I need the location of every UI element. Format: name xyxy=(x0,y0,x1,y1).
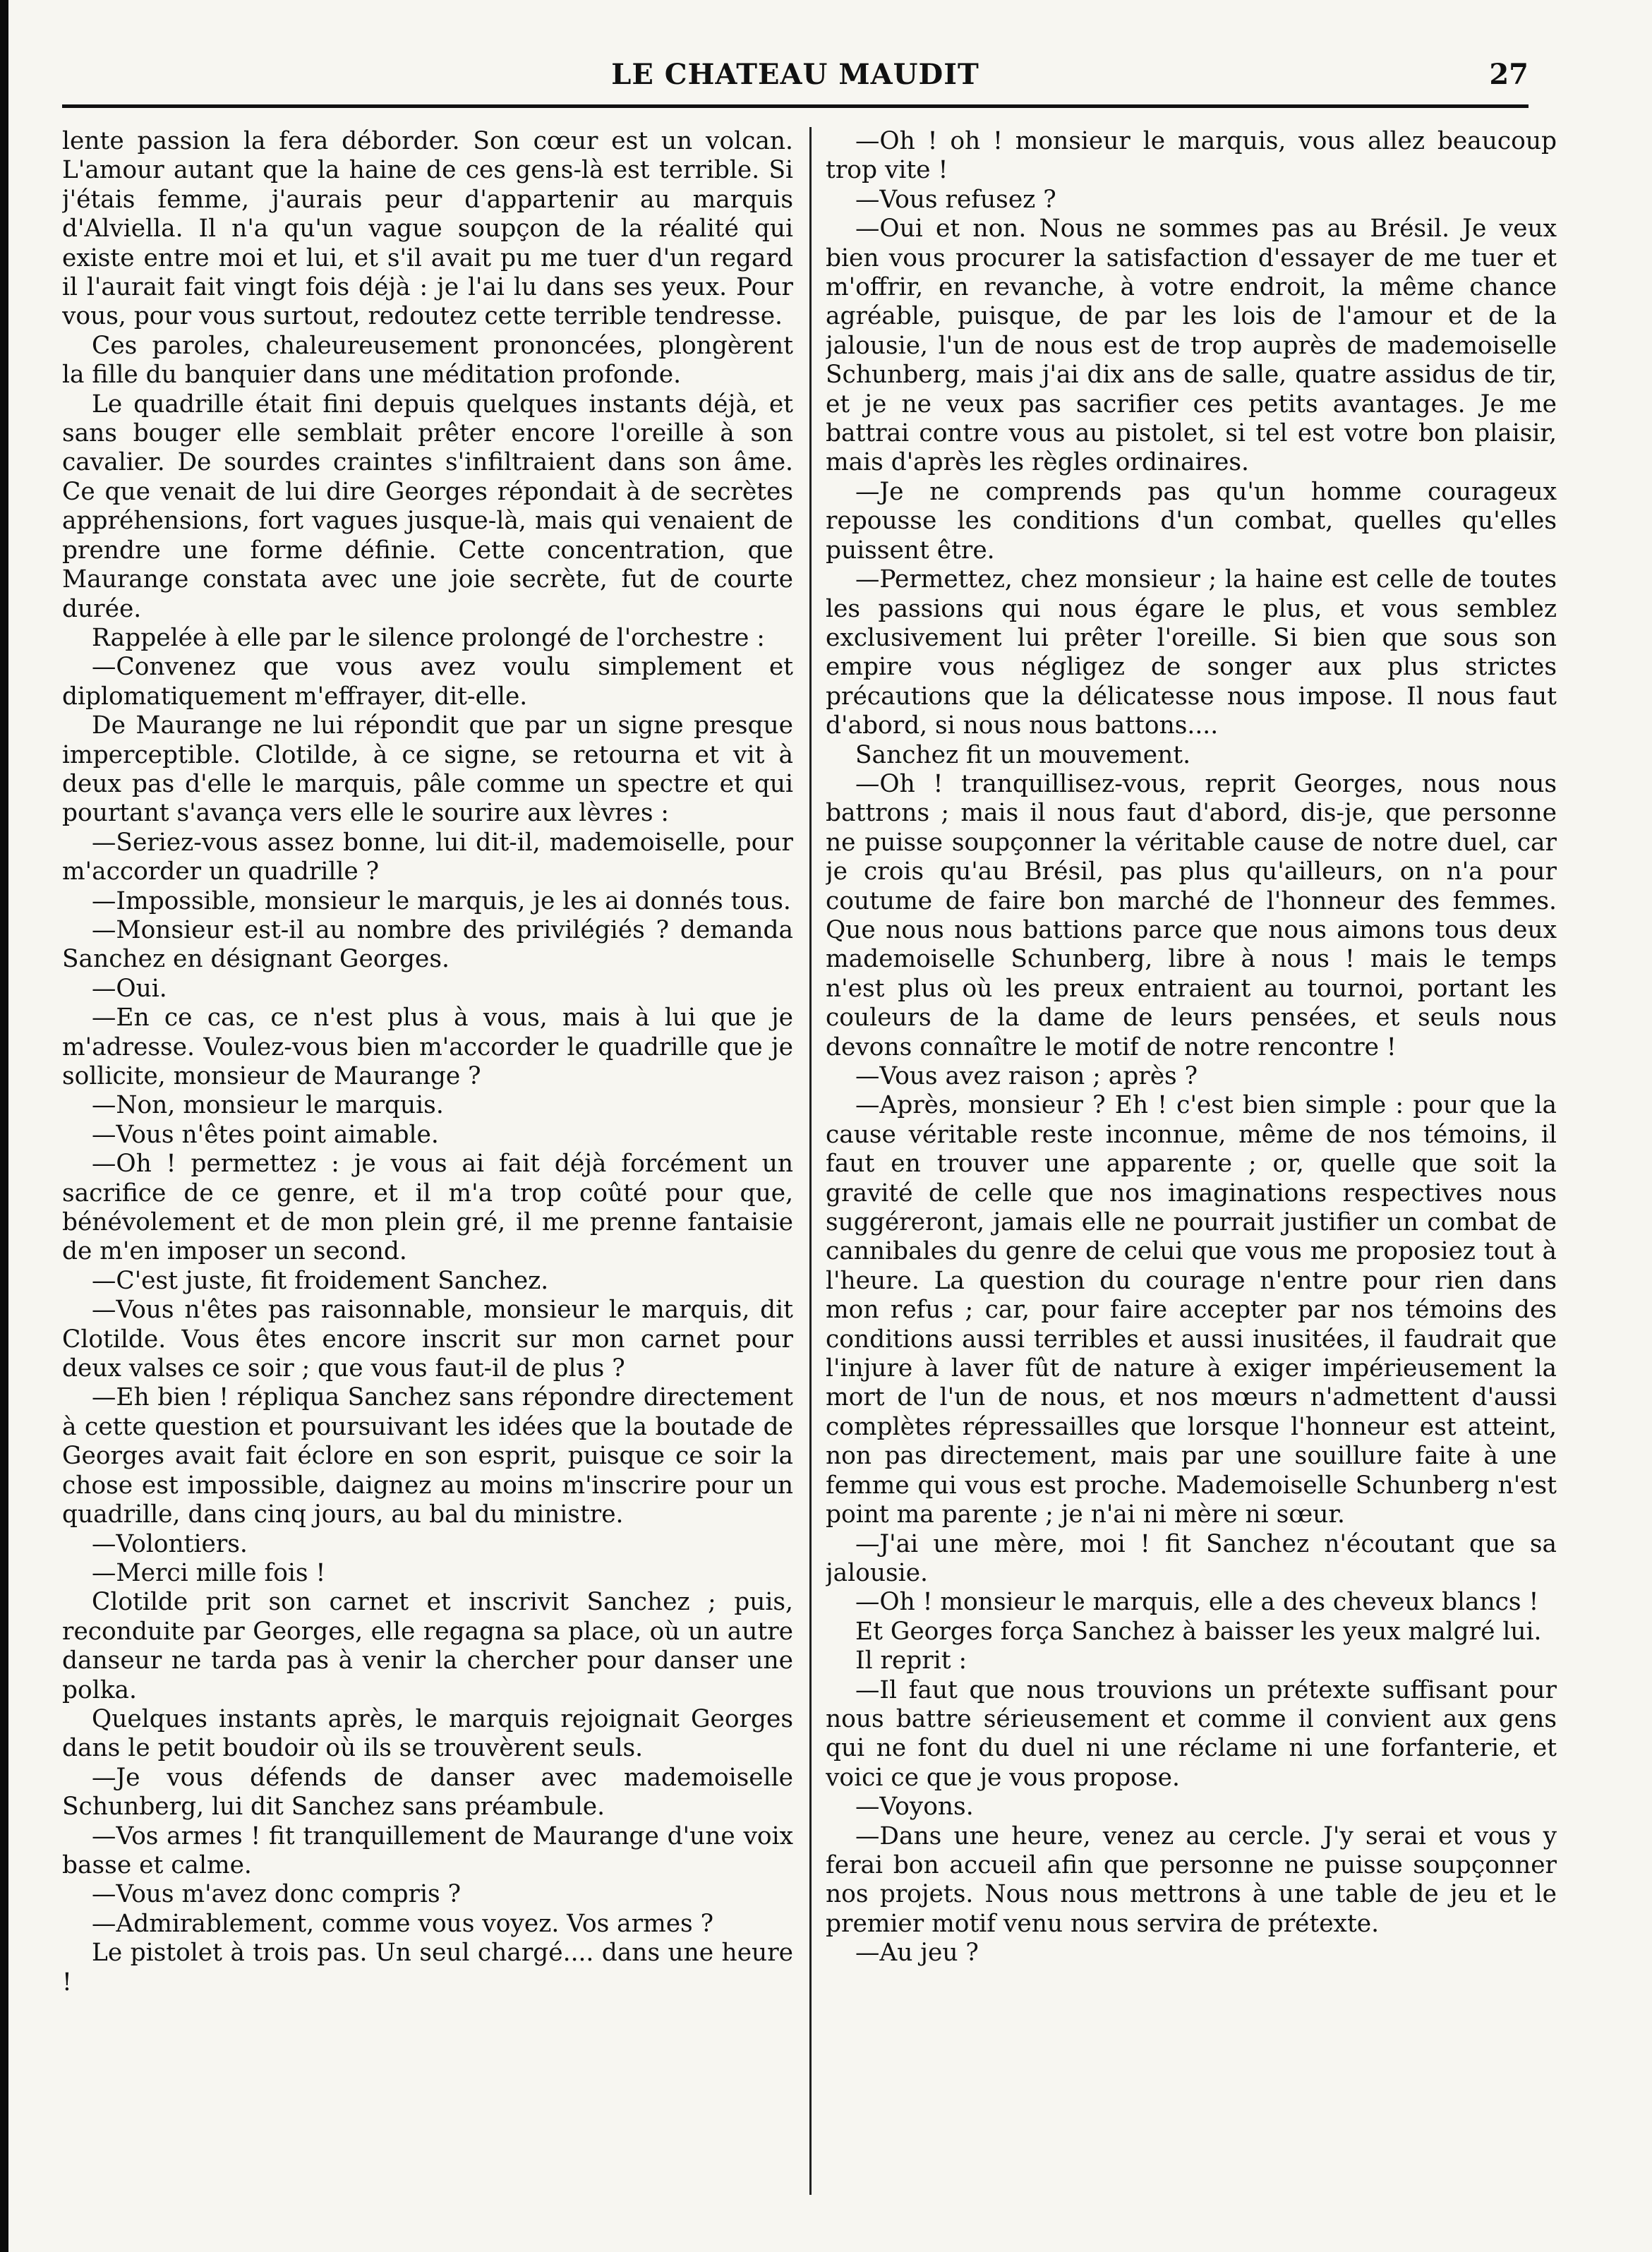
paragraph: —Je vous défends de danser avec mademoiselle Schunberg, lui dit Sanchez sans préambule. xyxy=(62,1763,793,1822)
paragraph: Sanchez fit un mouvement. xyxy=(855,740,1191,769)
paragraph: —Eh bien ! répliqua Sanchez sans répondre directement à cette question et poursuivant les idées que la boutade de Georges avait fait éclore en son esprit, puisque ce soir la chose est impossible, daignez au moins m'inscrire pour un quadrille, dans cinq jours, au bal du ministre. xyxy=(62,1383,793,1529)
header-rule xyxy=(62,104,1529,108)
paragraph: Quelques instants après, le marquis rejoignait Georges dans le petit boudoir où ils se trouvèrent seuls. xyxy=(62,1704,793,1763)
paragraph: —Oh ! oh ! monsieur le marquis, vous allez beaucoup trop vite ! xyxy=(826,127,1557,185)
paragraph: —Je ne comprends pas qu'un homme courageux repousse les conditions d'un combat, quelles qu'elles puissent être. xyxy=(826,477,1557,565)
paragraph: —Au jeu ? xyxy=(855,1939,979,1968)
paragraph: Il reprit : xyxy=(855,1646,967,1675)
paragraph: —Merci mille fois ! xyxy=(92,1558,326,1587)
paragraph: —Vous avez raison ; après ? xyxy=(855,1062,1198,1090)
text-column-right xyxy=(826,127,1557,2216)
paragraph: Rappelée à elle par le silence prolongé de l'orchestre : xyxy=(92,623,765,652)
paragraph: —Vos armes ! fit tranquillement de Maurange d'une voix basse et calme. xyxy=(62,1822,793,1879)
paragraph: —Impossible, monsieur le marquis, je les ai donnés tous. xyxy=(92,886,791,915)
paragraph: —Il faut que nous trouvions un prétexte suffisant pour nous battre sérieusement et comme il convient aux gens qui ne font du duel ni une réclame ni une forfanterie, et voici ce que je vous propose. xyxy=(826,1675,1557,1792)
paragraph: Le pistolet à trois pas. Un seul chargé.... dans une heure ! xyxy=(62,1939,793,1997)
page-header xyxy=(62,58,1529,107)
paragraph: —Permettez, chez monsieur ; la haine est celle de toutes les passions qui nous égare le plus, et vous semblez exclusivement lui prêter l'oreille. Si bien que sous son empire vous négligez de songer aux plus strictes précautions que la délicatesse nous impose. Il nous faut d'abord, si nous nous battons.... xyxy=(826,565,1557,740)
paragraph: —Volontiers. xyxy=(92,1529,248,1558)
paragraph: —Vous n'êtes pas raisonnable, monsieur le marquis, dit Clotilde. Vous êtes encore inscrit sur mon carnet pour deux valses ce soir ; que vous faut-il de plus ? xyxy=(62,1296,793,1383)
paragraph: —Oh ! monsieur le marquis, elle a des cheveux blancs ! xyxy=(855,1588,1539,1617)
paragraph: —Vous refusez ? xyxy=(855,185,1056,214)
column-divider xyxy=(809,127,812,2195)
paragraph: —Oh ! permettez : je vous ai fait déjà forcément un sacrifice de ce genre, et il m'a trop coûté pour que, bénévolement et de mon plein gré, il me prenne fantaisie de m'en imposer un second. xyxy=(62,1150,793,1266)
paragraph: —Seriez-vous assez bonne, lui dit-il, mademoiselle, pour m'accorder un quadrille ? xyxy=(62,828,793,886)
page-binding-edge xyxy=(0,0,8,2252)
paragraph: lente passion la fera déborder. Son cœur est un volcan. L'amour autant que la haine de ces gens-là est terrible. Si j'étais femme, j'aurais peur d'appartenir au marquis d'Alviella. Il n'a qu'un vague soupçon de la réalité qui existe entre moi et lui, et s'il avait pu me tuer d'un regard il l'aurait fait vingt fois déjà : je l'ai lu dans ses yeux. Pour vous, pour vous surtout, redoutez cette terrible tendresse. xyxy=(62,127,793,331)
running-title: LE CHATEAU MAUDIT xyxy=(611,58,979,91)
paragraph: —Admirablement, comme vous voyez. Vos armes ? xyxy=(92,1909,714,1938)
paragraph: Ces paroles, chaleureusement prononcées, plongèrent la fille du banquier dans une méditation profonde. xyxy=(62,331,793,390)
paragraph: Et Georges força Sanchez à baisser les yeux malgré lui. xyxy=(855,1617,1542,1646)
paragraph: Le quadrille était fini depuis quelques instants déjà, et sans bouger elle semblait prêter encore l'oreille à son cavalier. De sourdes craintes s'infiltraient dans son âme. Ce que venait de lui dire Georges répondait à de secrètes appréhensions, fort vagues jusque-là, mais qui venaient de prendre une forme définie. Cette concentration, que Maurange constata avec une joie secrète, fut de courte durée. xyxy=(62,390,793,623)
paragraph: Clotilde prit son carnet et inscrivit Sanchez ; puis, reconduite par Georges, elle regagna sa place, où un autre danseur ne tarda pas à venir la chercher pour danser une polka. xyxy=(62,1588,793,1704)
paragraph: De Maurange ne lui répondit que par un signe presque imperceptible. Clotilde, à ce signe, se retourna et vit à deux pas d'elle le marquis, pâle comme un spectre et qui pourtant s'avança vers elle le sourire aux lèvres : xyxy=(62,711,793,828)
paragraph: —C'est juste, fit froidement Sanchez. xyxy=(92,1266,549,1295)
paragraph: —En ce cas, ce n'est plus à vous, mais à lui que je m'adresse. Voulez-vous bien m'accorder le quadrille que je sollicite, monsieur de Maurange ? xyxy=(62,1004,793,1090)
paragraph: —Vous m'avez donc compris ? xyxy=(92,1880,462,1909)
paragraph: —J'ai une mère, moi ! fit Sanchez n'écoutant que sa jalousie. xyxy=(826,1529,1557,1587)
page-number: 27 xyxy=(1489,58,1529,91)
paragraph: —Après, monsieur ? Eh ! c'est bien simple : pour que la cause véritable reste inconnue, même de nos témoins, il faut en trouver une apparente ; or, quelle que soit la gravité de celle que nos imaginations respectives nous suggéreront, jamais elle ne pourrait justifier un combat de cannibales du genre de celui que vous me proposiez tout à l'heure. La question du courage n'entre pour rien dans mon refus ; car, pour faire accepter par nos témoins des conditions aussi terribles et aussi inusitées, il faudrait que l'injure à laver fût de nature à exiger impérieusement la mort de l'un de nous, et nos mœurs n'admettent d'aussi complètes répressailles que lorsque l'honneur est atteint, non pas directement, mais par une souillure faite à une femme qui vous est proche. Mademoiselle Schunberg n'est point ma parente ; je n'ai ni mère ni sœur. xyxy=(826,1091,1557,1529)
text-column-left xyxy=(62,127,793,2216)
paragraph: —Oui et non. Nous ne sommes pas au Brésil. Je veux bien vous procurer la satisfaction d'essayer de me tuer et m'offrir, en revanche, à votre endroit, la même chance agréable, puisque, de par les lois de l'amour et de la jalousie, l'un de nous est de trop auprès de mademoiselle Schunberg, mais j'ai dix ans de salle, quatre assidus de tir, et je ne veux pas sacrifier ces petits avantages. Je me battrai contre vous au pistolet, si tel est votre bon plaisir, mais d'après les règles ordinaires. xyxy=(826,215,1557,477)
paragraph: —Oh ! tranquillisez-vous, reprit Georges, nous nous battrons ; mais il nous faut d'abord, dis-je, que personne ne puisse soupçonner la véritable cause de notre duel, car je crois qu'au Brésil, pas plus qu'ailleurs, on n'a pour coutume de faire bon marché de l'honneur des femmes. Que nous nous battions parce que nous aimons tous deux mademoiselle Schunberg, libre à nous ! mais le temps n'est plus où les preux entraient au tournoi, portant les couleurs de la dame de leurs pensées, et seuls nous devons connaître le motif de notre rencontre ! xyxy=(826,769,1557,1061)
paragraph: —Vous n'êtes point aimable. xyxy=(92,1120,439,1149)
paragraph: —Oui. xyxy=(92,974,167,1003)
paragraph: —Dans une heure, venez au cercle. J'y serai et vous y ferai bon accueil afin que personne ne puisse soupçonner nos projets. Nous nous mettrons à une table de jeu et le premier motif venu nous servira de prétexte. xyxy=(826,1822,1557,1938)
paragraph: —Monsieur est-il au nombre des privilégiés ? demanda Sanchez en désignant Georges. xyxy=(62,915,793,974)
paragraph: —Convenez que vous avez voulu simplement et diplomatiquement m'effrayer, dit-elle. xyxy=(62,653,793,711)
paragraph: —Non, monsieur le marquis. xyxy=(92,1091,444,1120)
paragraph: —Voyons. xyxy=(855,1793,974,1822)
